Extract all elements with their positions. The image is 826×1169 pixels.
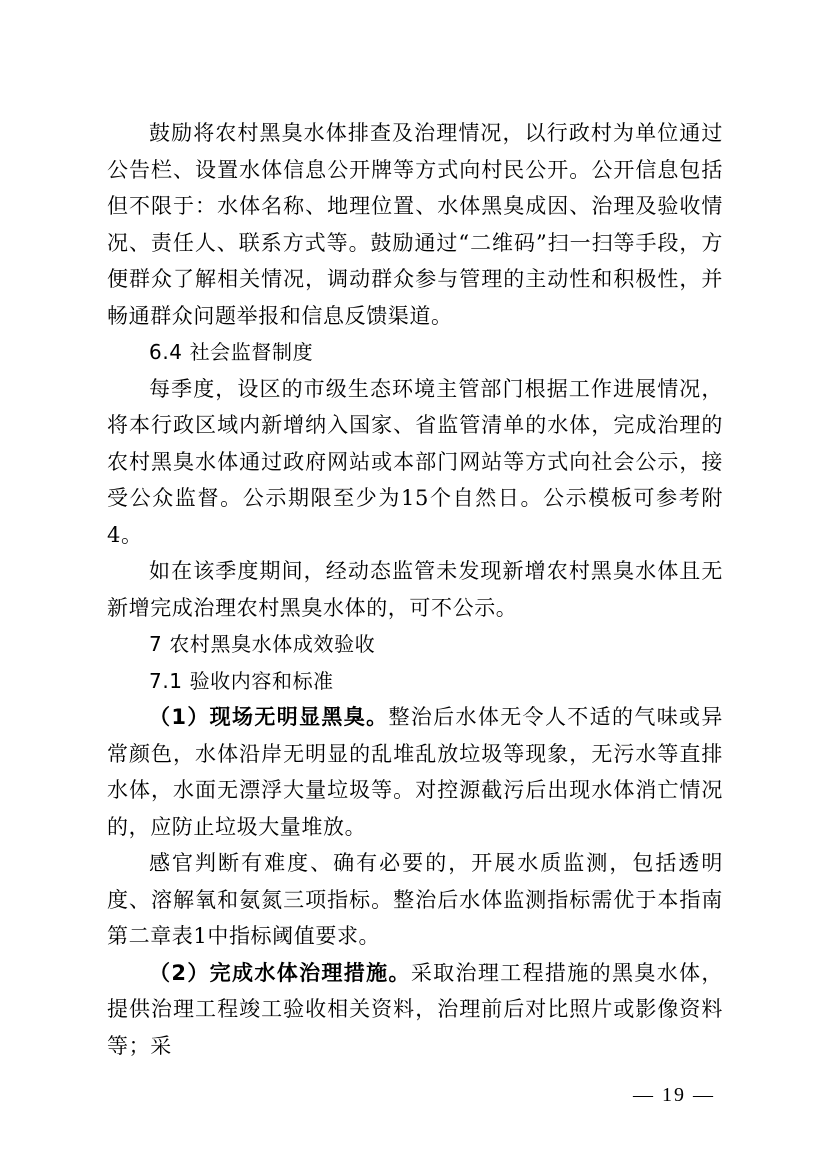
paragraph-water-monitoring: 感官判断有难度、确有必要的，开展水质监测，包括透明度、溶解氧和氨氮三项指标。整治后水体监测指标需优于本指南第二章表1中指标阈值要求。 — [107, 851, 723, 948]
section-heading-7-1: 7.1 验收内容和标准 — [149, 668, 334, 693]
page-number: — 19 — — [633, 1084, 715, 1106]
paragraph-public-disclosure: 鼓励将农村黑臭水体排查及治理情况，以行政村为单位通过公告栏、设置水体信息公开牌等方式向村民公开。公开信息包括但不限于：水体名称、地理位置、水体黑臭成因、治理及验收情况、责任人、联系方式等。鼓励通过“二维码”扫一扫等手段，方便群众了解相关情况，调动群众参与管理的主动性和积极性，并畅通群众问题举报和信息反馈渠道。 — [107, 121, 723, 328]
section-heading-6-4: 6.4 社会监督制度 — [149, 340, 314, 364]
item-title-2: （2）完成水体治理措施。 — [149, 960, 411, 985]
paragraph-quarterly-publicity: 每季度，设区的市级生态环境主管部门根据工作进展情况，将本行政区域内新增纳入国家、省监管清单的水体，完成治理的农村黑臭水体通过政府网站或本部门网站等方式向社会公示，接受公众监督。公示期限至少为15个自然日。公示模板可参考附4。 — [107, 376, 723, 547]
item-no-black-odor — [107, 699, 723, 845]
section-heading-7: 7 农村黑臭水体成效验收 — [149, 632, 376, 656]
document-body — [107, 115, 723, 1064]
item-text-1: 整治后水体无令人不适的气味或异常颜色，水体沿岸无明显的乱堆乱放垃圾等现象，无污水等直排水体，水面无漂浮大量垃圾等。对控源截污后出现水体消亡情况的，应防止垃圾大量堆放。 — [107, 705, 724, 839]
item-text-2: 采取治理工程措施的黑臭水体，提供治理工程竣工验收相关资料，治理前后对比照片或影像资料等；采 — [107, 960, 723, 1058]
page-footer — [0, 1080, 826, 1110]
item-title-1: （1）现场无明显黑臭。 — [149, 705, 389, 729]
item-treatment-measures — [107, 955, 723, 1065]
paragraph-no-publicity-condition: 如在该季度期间，经动态监管未发现新增农村黑臭水体且无新增完成治理农村黑臭水体的，可不公示。 — [107, 559, 723, 620]
